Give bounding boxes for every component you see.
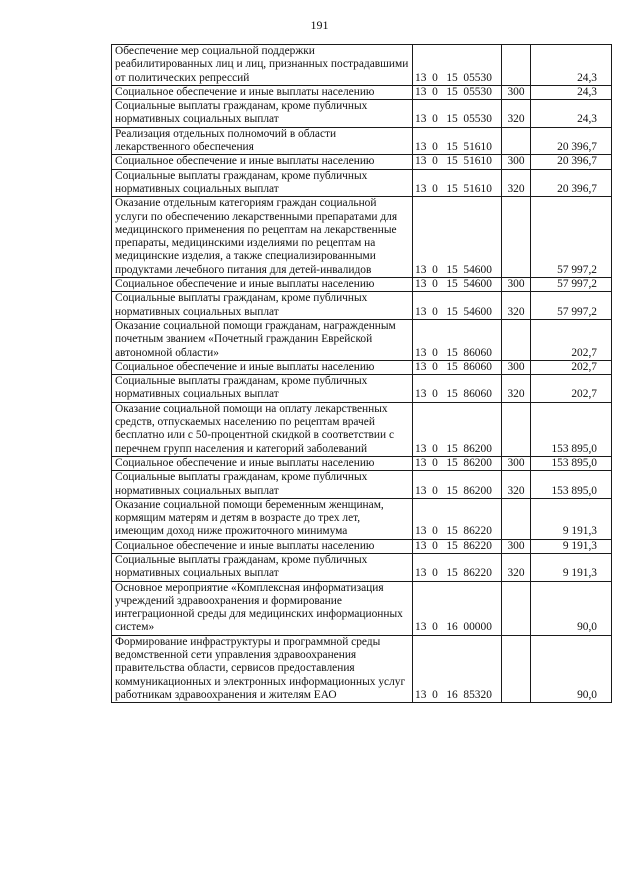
row-description: Социальные выплаты гражданам, кроме публичных нормативных социальных выплат — [112, 553, 413, 581]
table-row — [112, 539, 612, 553]
row-expense-type: 300 — [502, 539, 531, 553]
row-target-code: 13 0 15 86060 — [413, 375, 502, 403]
table-row — [112, 292, 612, 320]
row-description: Оказание социальной помощи беременным женщинам, кормящим матерям и детям в возрасте до трех лет, имеющим доход ниже прожиточного минимума — [112, 498, 413, 539]
table-row — [112, 456, 612, 470]
row-target-code: 13 0 15 86200 — [413, 471, 502, 499]
row-amount: 24,3 — [531, 85, 612, 99]
row-expense-type: 300 — [502, 85, 531, 99]
row-amount: 9 191,3 — [531, 498, 612, 539]
table-row — [112, 197, 612, 278]
table-row — [112, 553, 612, 581]
row-target-code: 13 0 15 86060 — [413, 319, 502, 360]
row-description: Социальное обеспечение и иные выплаты населению — [112, 360, 413, 374]
row-amount: 153 895,0 — [531, 456, 612, 470]
row-target-code: 13 0 15 86200 — [413, 456, 502, 470]
row-expense-type: 320 — [502, 292, 531, 320]
row-target-code: 13 0 16 85320 — [413, 635, 502, 702]
row-amount: 20 396,7 — [531, 155, 612, 169]
row-amount: 20 396,7 — [531, 169, 612, 197]
row-expense-type: 320 — [502, 553, 531, 581]
row-target-code: 13 0 15 86060 — [413, 360, 502, 374]
row-amount: 90,0 — [531, 581, 612, 635]
row-description: Социальные выплаты гражданам, кроме публичных нормативных социальных выплат — [112, 292, 413, 320]
row-expense-type — [502, 581, 531, 635]
row-expense-type — [502, 319, 531, 360]
row-description: Социальное обеспечение и иные выплаты населению — [112, 278, 413, 292]
table-row — [112, 360, 612, 374]
row-description: Социальные выплаты гражданам, кроме публичных нормативных социальных выплат — [112, 375, 413, 403]
row-description: Формирование инфраструктуры и программной среды ведомственной сети управления здравоохранения правительства области, сервисов предоставления коммуникационных и электронных информационных услуг работникам здравоохранения и жителям ЕАО — [112, 635, 413, 702]
row-expense-type: 320 — [502, 471, 531, 499]
row-expense-type: 300 — [502, 456, 531, 470]
row-target-code: 13 0 15 05530 — [413, 45, 502, 86]
row-description: Социальные выплаты гражданам, кроме публичных нормативных социальных выплат — [112, 471, 413, 499]
row-amount: 57 997,2 — [531, 278, 612, 292]
row-description: Оказание социальной помощи гражданам, награжденным почетным званием «Почетный гражданин Еврейской автономной области» — [112, 319, 413, 360]
row-expense-type — [502, 498, 531, 539]
row-target-code: 13 0 15 51610 — [413, 155, 502, 169]
row-expense-type: 320 — [502, 100, 531, 128]
row-target-code: 13 0 15 05530 — [413, 85, 502, 99]
budget-table — [111, 44, 612, 703]
row-expense-type: 320 — [502, 375, 531, 403]
row-description: Реализация отдельных полномочий в области лекарственного обеспечения — [112, 127, 413, 155]
row-amount: 202,7 — [531, 360, 612, 374]
table-row — [112, 169, 612, 197]
table-row — [112, 471, 612, 499]
row-target-code: 13 0 15 86220 — [413, 498, 502, 539]
row-target-code: 13 0 16 00000 — [413, 581, 502, 635]
table-row — [112, 155, 612, 169]
table-row — [112, 375, 612, 403]
row-description: Основное мероприятие «Комплексная информатизация учреждений здравоохранения и формирование интеграционной среды для медицинских информационных систем» — [112, 581, 413, 635]
row-description: Социальное обеспечение и иные выплаты населению — [112, 539, 413, 553]
table-row — [112, 498, 612, 539]
table-row — [112, 402, 612, 456]
row-amount: 24,3 — [531, 100, 612, 128]
row-amount: 57 997,2 — [531, 197, 612, 278]
row-amount: 153 895,0 — [531, 471, 612, 499]
row-description: Оказание социальной помощи на оплату лекарственных средств, отпускаемых населению по рецептам врачей бесплатно или с 50-процентной скидкой в соответствии с перечнем групп населения и категорий заболеваний — [112, 402, 413, 456]
row-target-code: 13 0 15 05530 — [413, 100, 502, 128]
row-expense-type — [502, 635, 531, 702]
row-target-code: 13 0 15 86220 — [413, 553, 502, 581]
row-expense-type: 300 — [502, 155, 531, 169]
row-amount: 9 191,3 — [531, 539, 612, 553]
row-expense-type: 300 — [502, 278, 531, 292]
row-target-code: 13 0 15 51610 — [413, 127, 502, 155]
row-target-code: 13 0 15 51610 — [413, 169, 502, 197]
row-expense-type: 320 — [502, 169, 531, 197]
table-row — [112, 45, 612, 86]
row-expense-type — [502, 402, 531, 456]
row-expense-type: 300 — [502, 360, 531, 374]
row-amount: 20 396,7 — [531, 127, 612, 155]
row-amount: 153 895,0 — [531, 402, 612, 456]
table-row — [112, 127, 612, 155]
row-target-code: 13 0 15 86220 — [413, 539, 502, 553]
table-row — [112, 319, 612, 360]
table-row — [112, 278, 612, 292]
row-amount: 24,3 — [531, 45, 612, 86]
row-expense-type — [502, 197, 531, 278]
row-description: Социальное обеспечение и иные выплаты населению — [112, 85, 413, 99]
row-target-code: 13 0 15 54600 — [413, 278, 502, 292]
row-description: Социальное обеспечение и иные выплаты населению — [112, 456, 413, 470]
row-description: Социальные выплаты гражданам, кроме публичных нормативных социальных выплат — [112, 169, 413, 197]
row-description: Обеспечение мер социальной поддержки реабилитированных лиц и лиц, признанных пострадавшими от политических репрессий — [112, 45, 413, 86]
table-row — [112, 100, 612, 128]
row-amount: 202,7 — [531, 319, 612, 360]
row-amount: 57 997,2 — [531, 292, 612, 320]
row-description: Оказание отдельным категориям граждан социальной услуги по обеспечению лекарственными препаратами для медицинского применения по рецептам на лекарственные препараты, медицинскими изделиями по рецептам на медицинские изделия, а также специализированными продуктами лечебного питания для детей-инвалидов — [112, 197, 413, 278]
row-target-code: 13 0 15 54600 — [413, 197, 502, 278]
row-description: Социальное обеспечение и иные выплаты населению — [112, 155, 413, 169]
page-number: 191 — [310, 18, 329, 32]
budget-table-body — [112, 45, 612, 703]
table-row — [112, 635, 612, 702]
row-amount: 9 191,3 — [531, 553, 612, 581]
row-amount: 202,7 — [531, 375, 612, 403]
table-row — [112, 85, 612, 99]
row-target-code: 13 0 15 86200 — [413, 402, 502, 456]
row-amount: 90,0 — [531, 635, 612, 702]
table-row — [112, 581, 612, 635]
row-expense-type — [502, 45, 531, 86]
row-target-code: 13 0 15 54600 — [413, 292, 502, 320]
row-description: Социальные выплаты гражданам, кроме публичных нормативных социальных выплат — [112, 100, 413, 128]
row-expense-type — [502, 127, 531, 155]
